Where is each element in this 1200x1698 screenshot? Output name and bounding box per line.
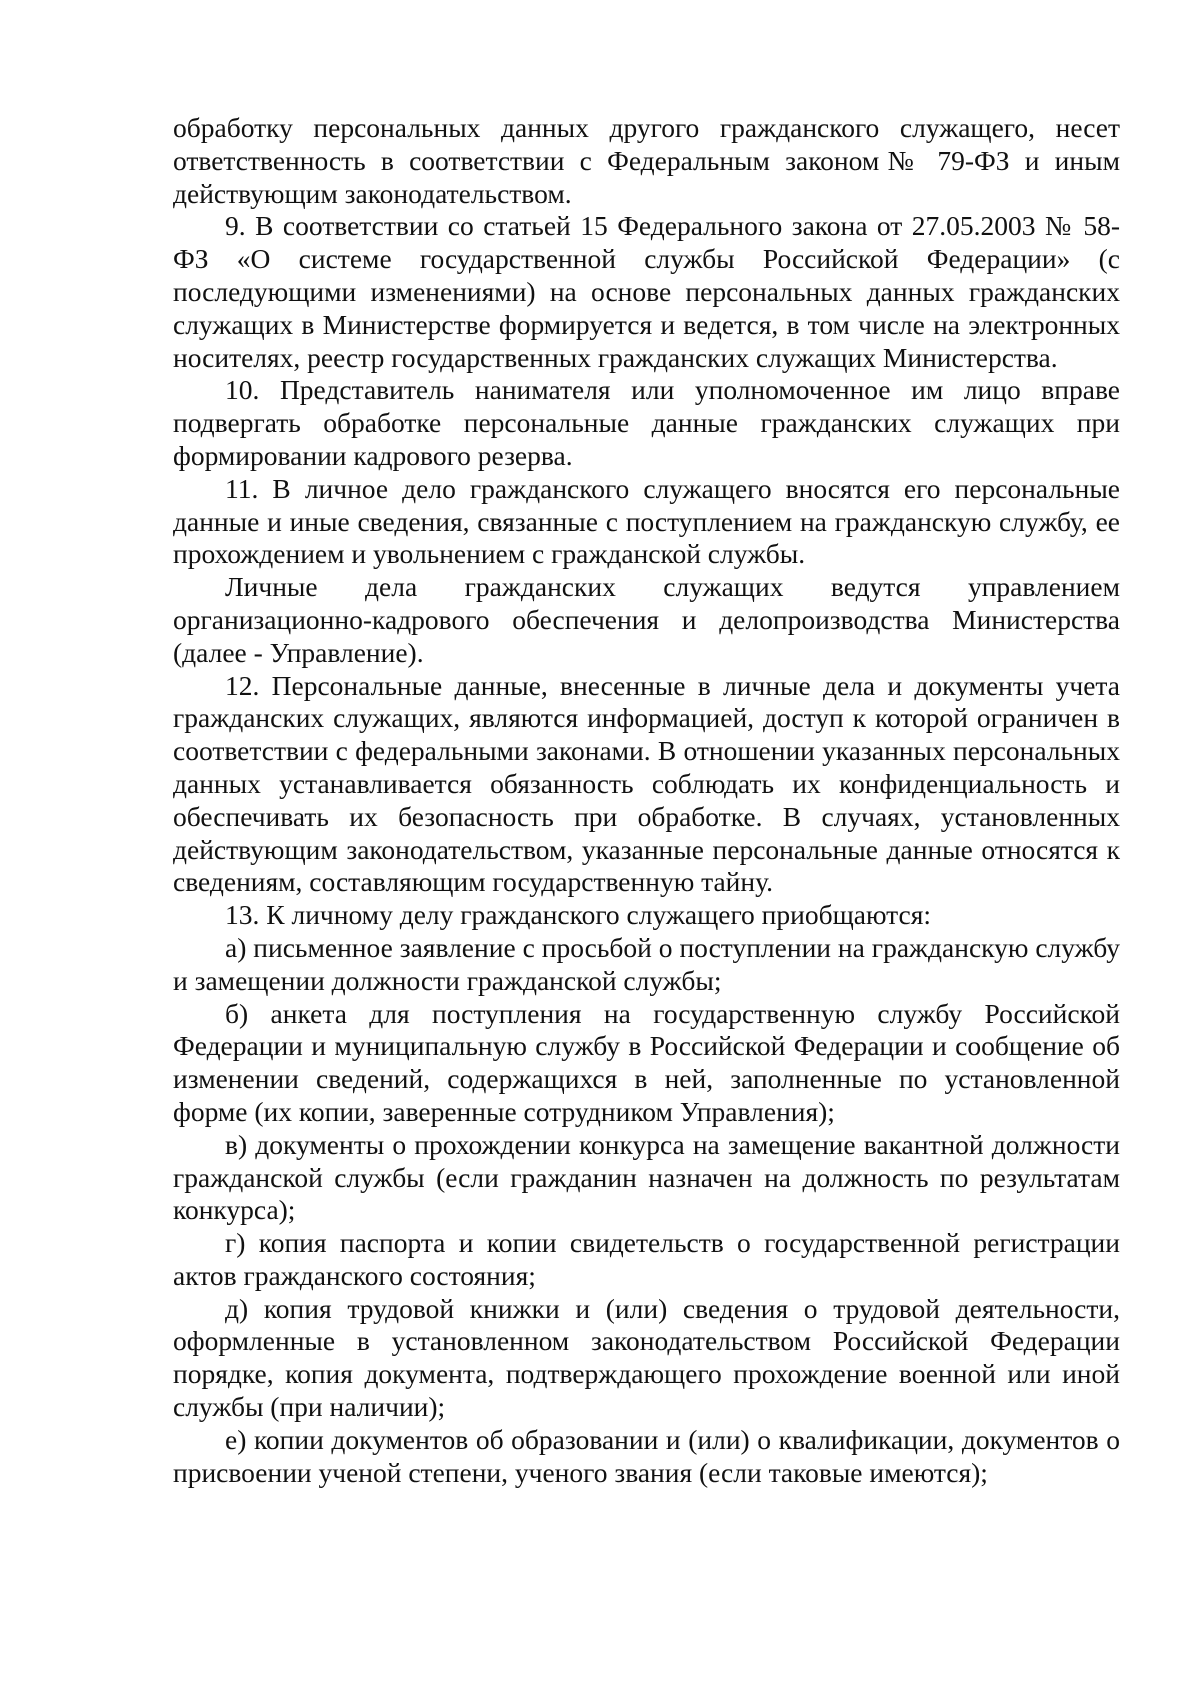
paragraph-item-9: 9. В соответствии со статьей 15 Федерального закона от 27.05.2003 № 58-ФЗ «О системе государственной службы Российской Федерации» (с последующими изменениями) на основе персональных данных гражданских служащих в Министерстве формируется и ведется, в том числе на электронных носителях, реестр государственных гражданских служащих Министерства. <box>173 210 1120 373</box>
paragraph-item-11: 11. В личное дело гражданского служащего вносятся его персональные данные и иные сведения, связанные с поступлением на гражданскую службу, ее прохождением и увольнением с гражданской службы. <box>173 472 1120 570</box>
paragraph-item-13: 13. К личному делу гражданского служащего приобщаются: <box>225 899 932 931</box>
list-item-e: е) копии документов об образовании и (или) о квалификации, документов о присвоении ученой степени, ученого звания (если таковые имеются); <box>173 1423 1120 1488</box>
list-item-b: б) анкета для поступления на государственную службу Российской Федерации и муниципальную службу в Российской Федерации и сообщение об изменении сведений, содержащихся в ней, заполненные по установленной форме (их копии, заверенные сотрудником Управления); <box>173 997 1120 1127</box>
list-item-d: д) копия трудовой книжки и (или) сведения о трудовой деятельности, оформленные в установленном законодательством Российской Федерации порядке, копия документа, подтверждающего прохождение военной или иной службы (при наличии); <box>173 1292 1120 1423</box>
list-item-g: г) копия паспорта и копии свидетельств о государственной регистрации актов гражданского состояния; <box>173 1227 1120 1291</box>
list-item-v: в) документы о прохождении конкурса на замещение вакантной должности гражданской службы (если гражданин назначен на должность по результатам конкурса); <box>173 1128 1120 1226</box>
document-page <box>173 112 1120 1489</box>
paragraph-continuation: обработку персональных данных другого гражданского служащего, несет ответственность в соответствии с Федеральным законом№ 79-ФЗ и иным действующим законодательством. <box>173 112 1120 209</box>
list-item-a: а) письменное заявление с просьбой о поступлении на гражданскую службу и замещении должности гражданской службы; <box>173 931 1120 996</box>
paragraph-personal-files: Личные дела гражданских служащих ведутся управлением организационно-кадрового обеспечения и делопроизводства Министерства (далее - Управление). <box>173 571 1120 668</box>
paragraph-item-12: 12. Персональные данные, внесенные в личные дела и документы учета гражданских служащих, являются информацией, доступ к которой ограничен в соответствии с федеральными законами. В отношении указанных персональных данных устанавливается обязанность соблюдать их конфиденциальность и обеспечивать их безопасность при обработке. В случаях, установленных действующим законодательством, указанные персональные данные относятся к сведениям, составляющим государственную тайну. <box>173 669 1120 898</box>
paragraph-item-10: 10. Представитель нанимателя или уполномоченное им лицо вправе подвергать обработке персональные данные гражданских служащих при формировании кадрового резерва. <box>173 374 1120 471</box>
